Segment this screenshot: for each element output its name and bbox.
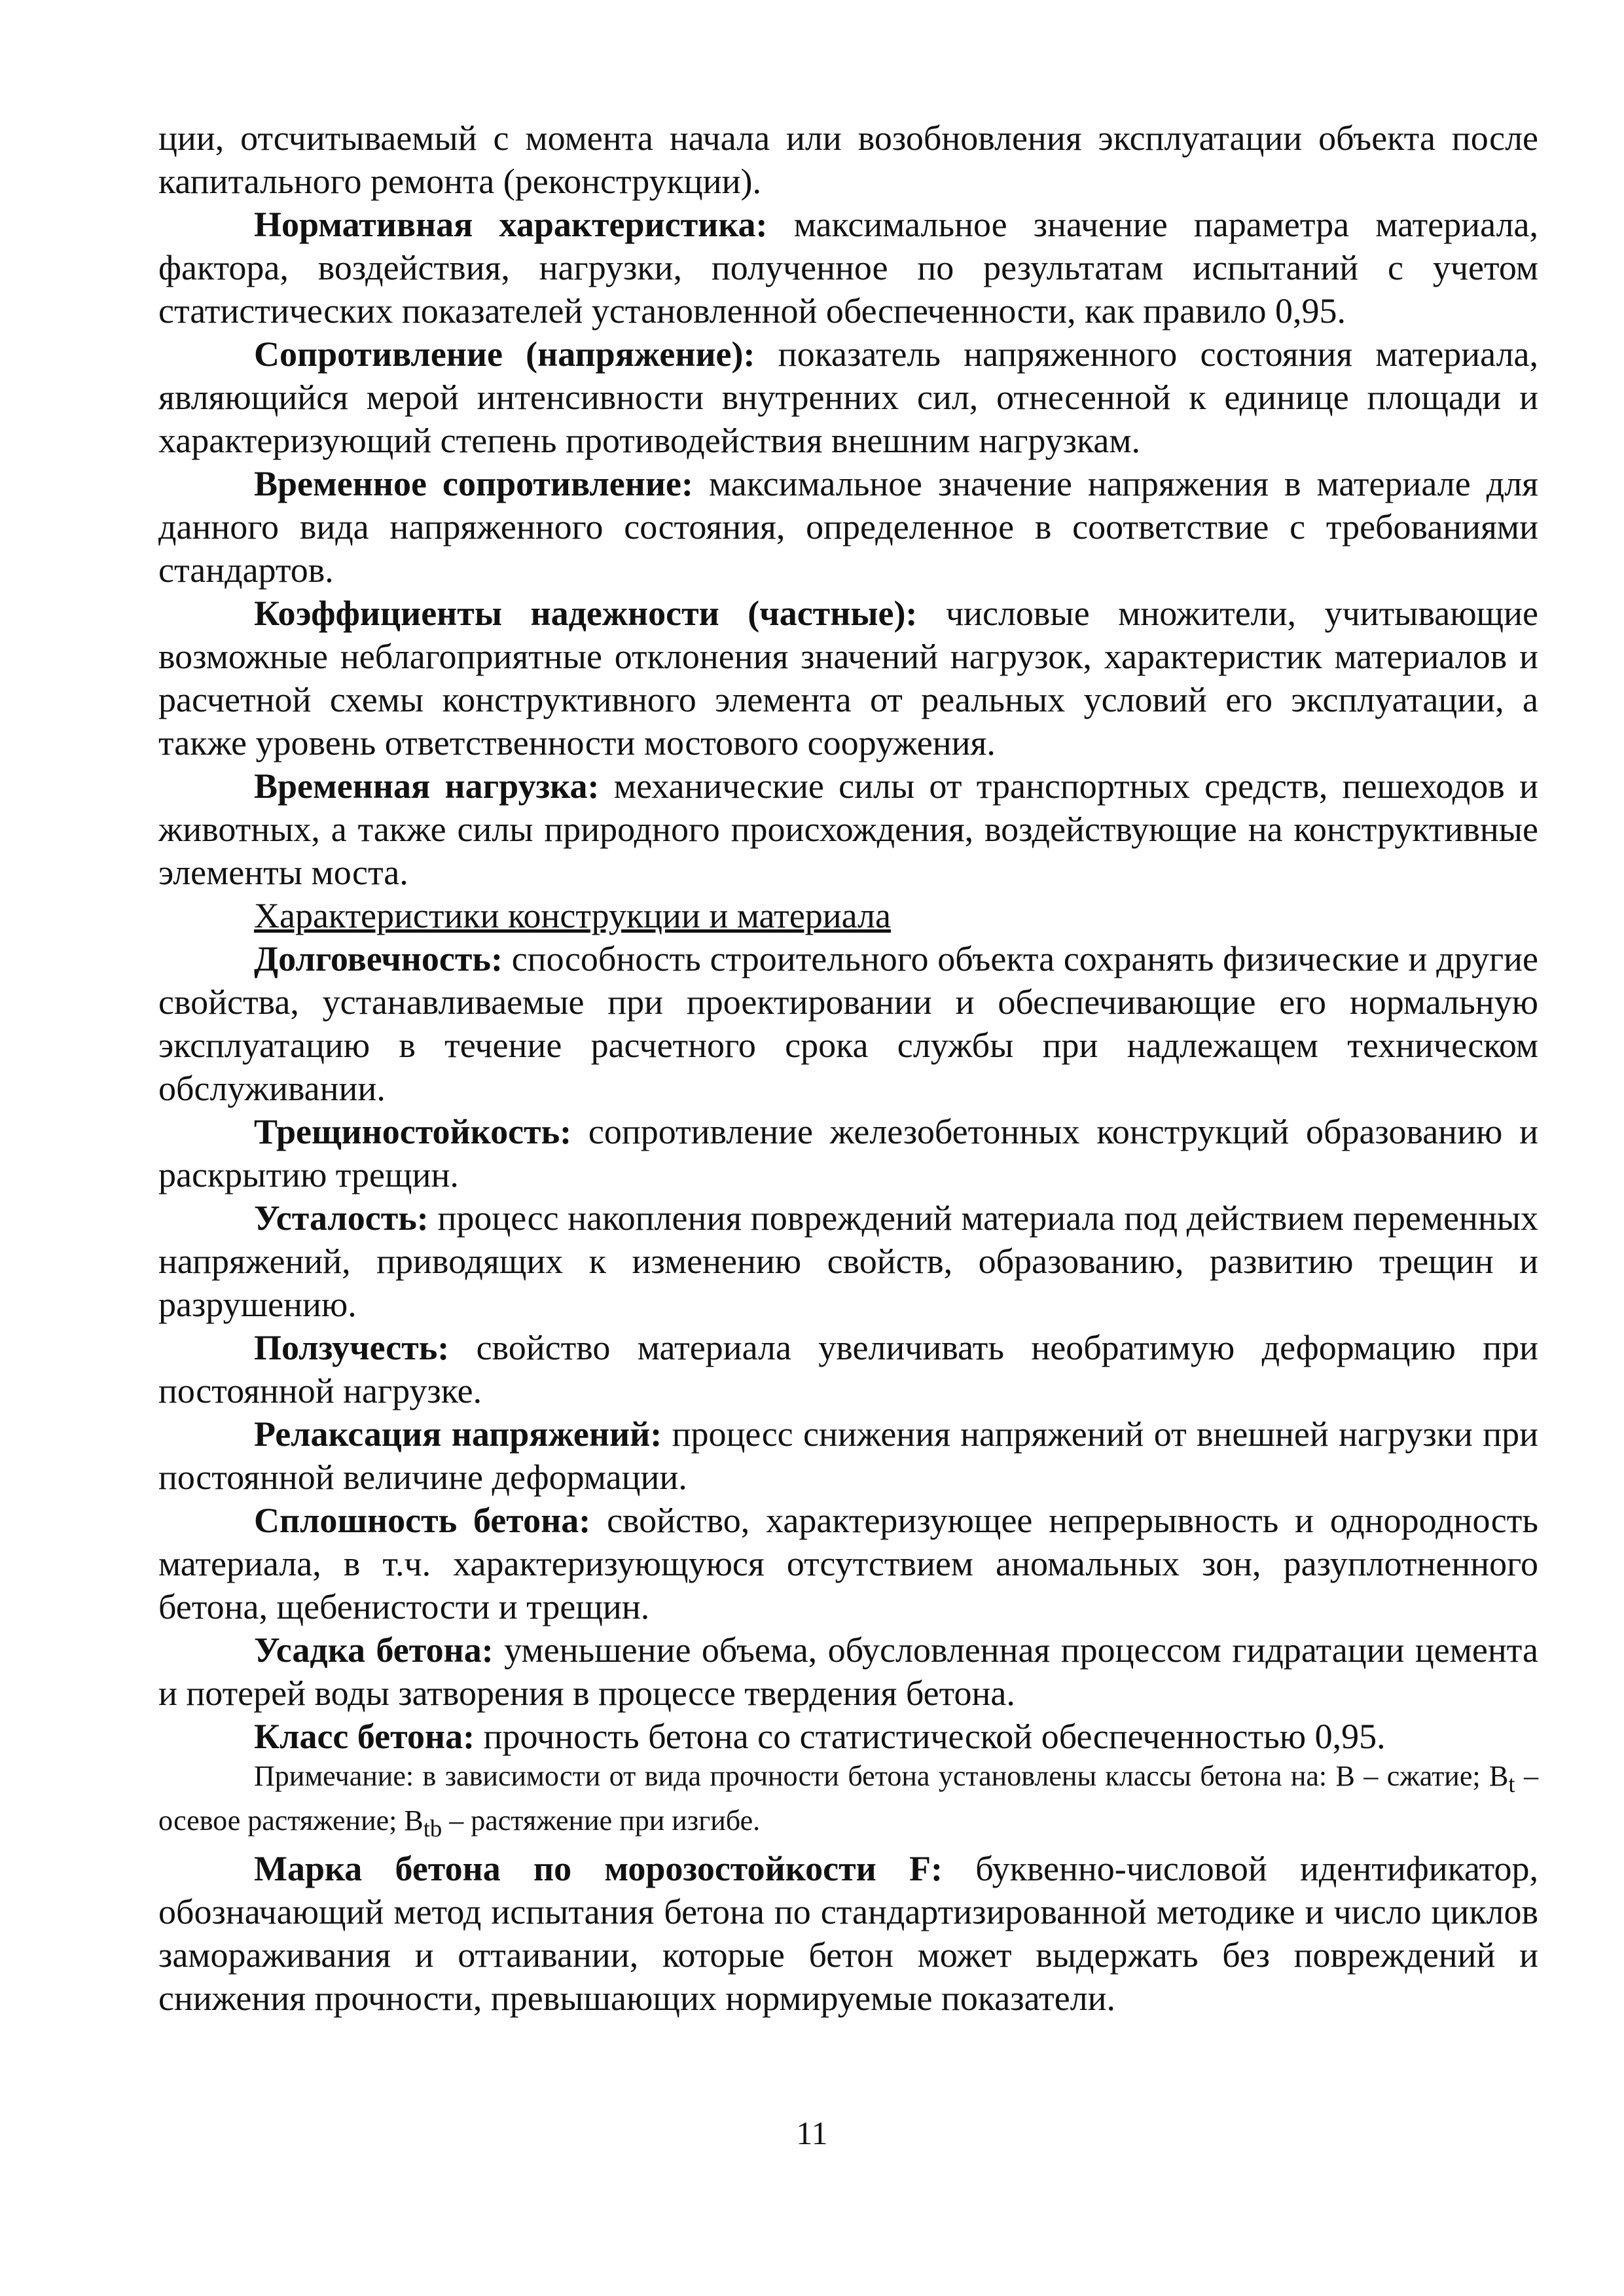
term-definition: максимальное значение напряжения в материале для данного вида напряженного состояния, определенное в соответствие с требованиями стандартов. [158, 464, 1539, 590]
term-definition: прочность бетона со статистической обеспеченностью 0,95. [483, 1717, 1386, 1756]
term-definition: способность строительного объекта сохранять физические и другие свойства, устанавливаемые при проектировании и обеспечивающие его нормальную эксплуатацию в течение расчетного срока службы при надлежащем техническом обслуживании. [158, 939, 1538, 1108]
definition-paragraph [158, 1326, 1538, 1412]
definition-paragraph [158, 592, 1538, 764]
definition-paragraph [158, 1196, 1538, 1326]
note-paragraph [158, 1758, 1538, 1847]
term-definition: свойство материала увеличивать необратимую деформацию при постоянной нагрузке. [158, 1328, 1539, 1410]
definition-paragraph [158, 203, 1538, 332]
note-text: – осевое растяжение; B [158, 1760, 1539, 1837]
term-label: Коэффициенты надежности (частные): [254, 594, 918, 633]
term-definition: числовые множители, учитывающие возможные неблагоприятные отклонения значений нагрузок, характеристик материалов и расчетной схемы конструктивного элемента от реальных условий его эксплуатации, а также уровень ответственности мостового сооружения. [158, 594, 1539, 762]
note-subscript: tb [423, 1814, 442, 1842]
note-text: Примечание: в зависимости от вида прочности бетона установлены классы бетона на: B – сжатие; B [254, 1760, 1509, 1792]
term-label: Временная нагрузка: [254, 766, 600, 806]
definition-paragraph [158, 332, 1538, 462]
term-label: Класс бетона: [254, 1717, 475, 1756]
definition-paragraph [158, 1847, 1538, 2020]
definition-paragraph [158, 1715, 1538, 1758]
definition-paragraph [158, 1499, 1538, 1628]
definition-paragraph [158, 937, 1538, 1110]
page-number: 11 [796, 2115, 828, 2151]
note-subscript: t [1508, 1770, 1515, 1797]
definition-paragraph [158, 764, 1538, 894]
note-text: – растяжение при изгибе. [442, 1804, 761, 1837]
definition-paragraph [158, 462, 1538, 592]
term-label: Долговечность: [254, 939, 503, 978]
term-definition: показатель напряженного состояния материала, являющийся мерой интенсивности внутренних сил, отнесенной к единице площади и характеризующий степень противодействия внешним нагрузкам. [158, 334, 1538, 460]
term-label: Сопротивление (напряжение): [254, 334, 755, 374]
definition-paragraph [158, 1412, 1538, 1499]
term-label: Ползучесть: [254, 1328, 450, 1367]
definition-paragraph [158, 1110, 1538, 1196]
term-definition: буквенно-числовой идентификатор, обозначающий метод испытания бетона по стандартизированной методике и число циклов замораживания и оттаивании, которые бетон может выдержать без повреждений и снижения прочности, превышающих нормируемые показатели. [158, 1848, 1539, 2018]
term-definition: свойство, характеризующее непрерывность и однородность материала, в т.ч. характеризующуюся отсутствием аномальных зон, разуплотненного бетона, щебенистости и трещин. [158, 1501, 1538, 1626]
term-definition: уменьшение объема, обусловленная процессом гидратации цемента и потерей воды затворения в процессе твердения бетона. [158, 1630, 1538, 1713]
term-label: Нормативная характеристика: [254, 205, 768, 244]
term-definition: процесс накопления повреждений материала под действием переменных напряжений, приводящих к изменению свойств, образованию, развитию трещин и разрушению. [158, 1198, 1539, 1324]
intro-paragraph: ции, отсчитываемый с момента начала или возобновления эксплуатации объекта после капитального ремонта (реконструкции). [158, 118, 1538, 201]
term-definition: процесс снижения напряжений от внешней нагрузки при постоянной величине деформации. [158, 1414, 1538, 1497]
term-definition: максимальное значение параметра материала, фактора, воздействия, нагрузки, полученное по результатам испытаний с учетом статистических показателей установленной обеспеченности, как правило 0,95. [158, 205, 1538, 331]
term-label: Сплошность бетона: [254, 1501, 591, 1540]
section-heading: Характеристики конструкции и материала [254, 896, 891, 935]
definition-paragraph [158, 1628, 1538, 1715]
page-content [158, 117, 1538, 2020]
term-label: Релаксация напряжений: [254, 1414, 662, 1454]
term-label: Трещиностойкость: [254, 1112, 572, 1151]
term-label: Усадка бетона: [254, 1630, 494, 1670]
term-definition: сопротивление железобетонных конструкций образованию и раскрытию трещин. [158, 1112, 1538, 1194]
term-label: Усталость: [254, 1198, 429, 1238]
term-label: Временное сопротивление: [254, 464, 693, 503]
term-definition: механические силы от транспортных средств, пешеходов и животных, а также силы природного происхождения, воздействующие на конструктивные элементы моста. [158, 766, 1538, 892]
term-label: Марка бетона по морозостойкости F: [254, 1848, 943, 1888]
